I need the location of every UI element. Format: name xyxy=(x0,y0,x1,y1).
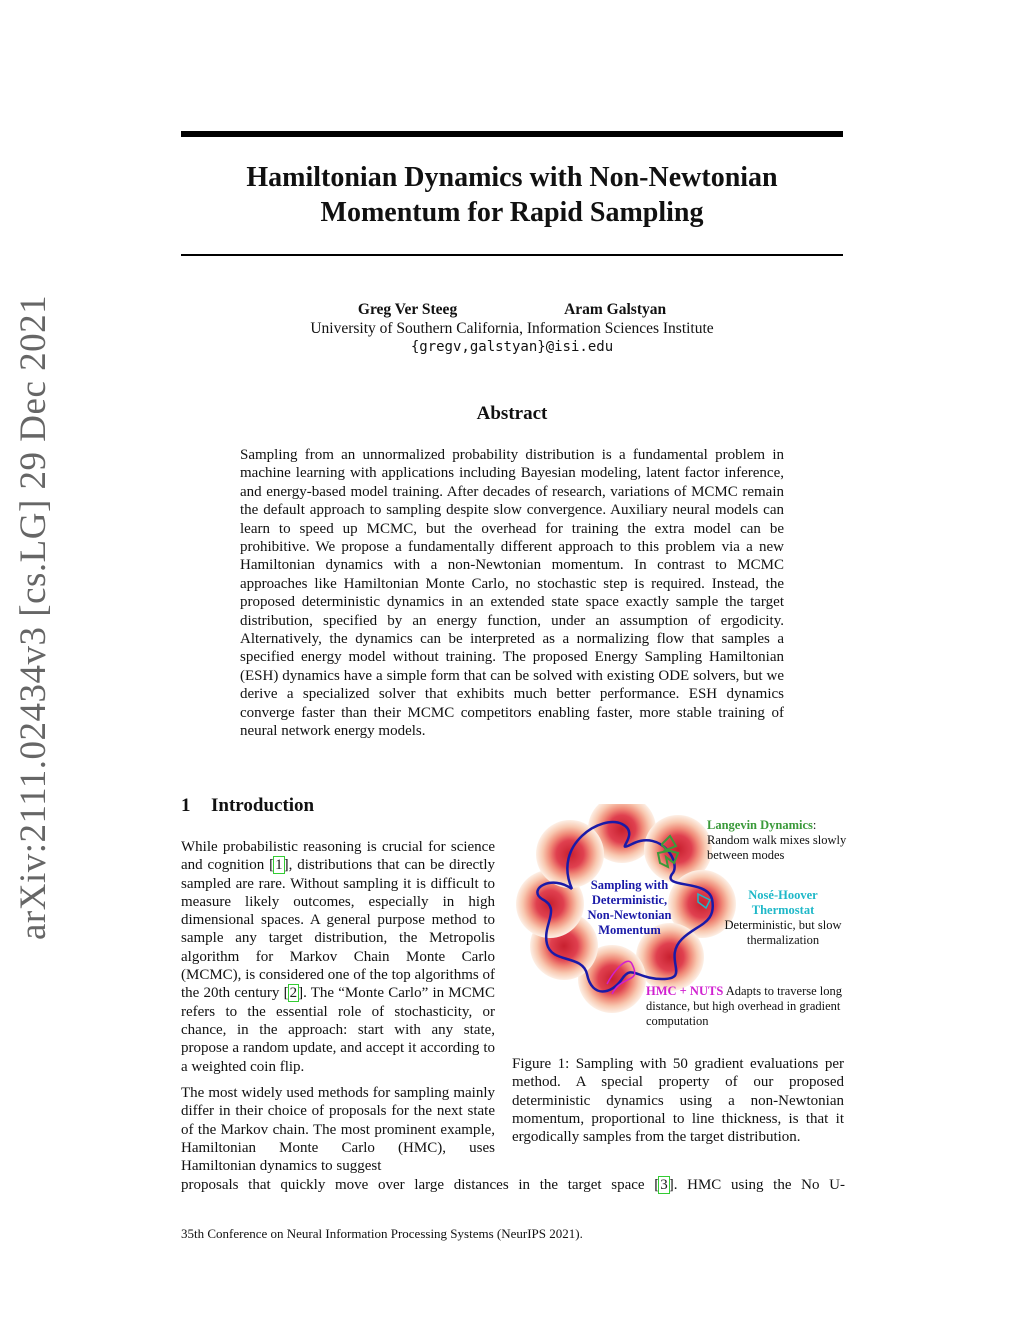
figure-1-caption: Figure 1: Sampling with 50 gradient evaluations per method. A special property of our proposed deterministic dynamics using a non-Newtonian momentum, proportional to line thickness, is that it ergodically samples from the target distribution. xyxy=(512,1056,844,1146)
intro-paragraph-2: The most widely used methods for sampling mainly differ in their choice of proposals for the next state of the Markov chain. The most prominent example, Hamiltonian Monte Carlo (HMC), uses Hamiltonian dynamics to suggest xyxy=(181,1085,495,1175)
esh-label: Sampling with Deterministic, Non-Newtonian Momentum xyxy=(587,878,672,937)
title-line-2: Momentum for Rapid Sampling xyxy=(320,197,704,228)
abstract-heading: Abstract xyxy=(476,403,548,424)
citation-link-3[interactable]: 3 xyxy=(660,1177,668,1193)
abstract-body: Sampling from an unnormalized probability distribution is a fundamental problem in machine learning with applications including Bayesian modeling, latent factor inference, and energy-based model training. After decades of research, variations of MCMC remain the default approach to sampling despite slow convergence. Auxiliary neural models can learn to speed up MCMC, but the overhead for training the extra model can be prohibitive. We propose a fundamentally different approach to this problem via a new Hamiltonian dynamics with a non-Newtonian momentum. In contrast to MCMC approaches like Hamiltonian Monte Carlo, no stochastic step is required. Instead, the proposed deterministic dynamics in an extended state space exactly sample the target distribution, specified by an energy function, under an assumption of ergodicity. Alternatively, the dynamics can be interpreted as a normalizing flow that samples a specified energy model without training. The proposed Energy Sampling Hamiltonian (ESH) dynamics have a simple form that can be solved with existing ODE solvers, but we derive a specialized solver that exhibits much better performance. ESH dynamics converge faster than their MCMC competitors enabling faster, more stable training of neural network energy models. xyxy=(240,447,784,740)
citation-link-2[interactable]: 2 xyxy=(289,985,298,1002)
author-block xyxy=(181,300,843,357)
section-number: 1 xyxy=(181,795,191,816)
citation-link-1[interactable]: 1 xyxy=(275,857,283,874)
affiliation: University of Southern California, Information Sciences Institute xyxy=(310,320,714,337)
author-1: Greg Ver Steeg xyxy=(357,301,458,318)
title-line-1: Hamiltonian Dynamics with Non-Newtonian xyxy=(246,162,778,193)
langevin-label: Langevin Dynamics: Random walk mixes slowly between modes xyxy=(707,818,847,862)
author-email[interactable]: {gregv,galstyan}@isi.edu xyxy=(410,339,614,355)
title-bottom-rule xyxy=(181,254,843,256)
arxiv-stamp: arXiv:2111.02434v3 [cs.LG] 29 Dec 2021 xyxy=(13,294,54,940)
section-heading xyxy=(181,795,314,817)
nose-hoover-label: Nosé-Hoover Thermostat Deterministic, but slow thermalization xyxy=(724,888,842,947)
author-2: Aram Galstyan xyxy=(564,301,667,318)
title-top-rule xyxy=(181,131,843,137)
paper-title xyxy=(181,160,843,230)
intro-full-width-line: proposals that quickly move over large distances in the target space [3]. HMC using the No U- xyxy=(181,1177,845,1193)
figure-1 xyxy=(512,804,847,1044)
page-footer: 35th Conference on Neural Information Processing Systems (NeurIPS 2021). xyxy=(181,1226,583,1241)
section-title: Introduction xyxy=(211,795,315,816)
hmc-label: HMC + NUTS Adapts to traverse long distance, but high overhead in gradient computation xyxy=(646,984,842,1028)
intro-paragraph-1: While probabilistic reasoning is crucial for science and cognition [1], distributions that can be directly sampled are rare. Without sampling it is difficult to measure likely outcomes, especially in high dimensional spaces. A general purpose method to sample any target distribution, the Metropolis algorithm for Markov Chain Monte Carlo (MCMC), is considered one of the top algorithms of the 20th century [2]. The “Monte Carlo” in MCMC refers to the essential role of stochasticity, or chance, in the approach: start with any state, propose a random update, and accept it according to a weighted coin flip. xyxy=(181,839,495,1075)
